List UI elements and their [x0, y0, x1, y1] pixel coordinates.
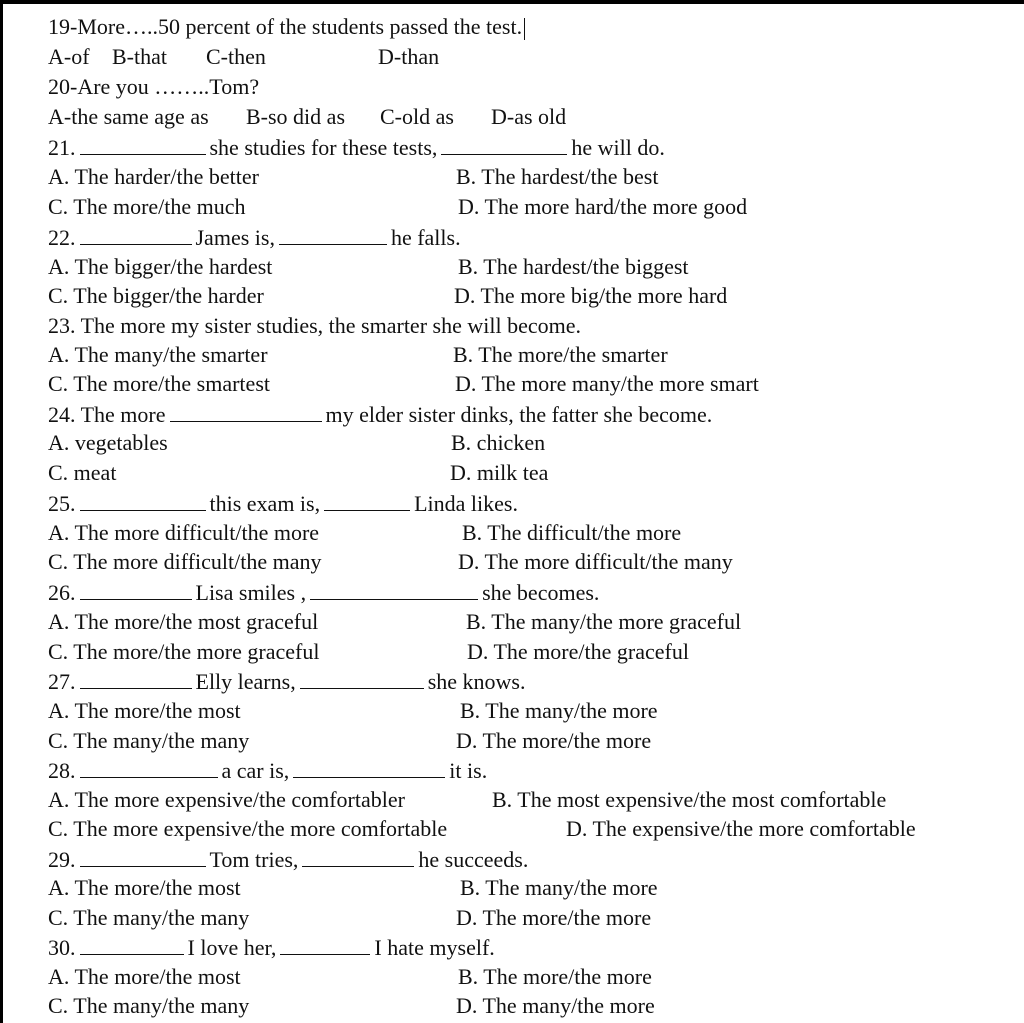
question-22-options-row2 [48, 281, 728, 311]
answer-blank [324, 488, 410, 511]
left-border [0, 0, 3, 1023]
question-text: she becomes. [482, 580, 600, 605]
question-text: he will do. [571, 135, 665, 160]
question-number: 30. [48, 935, 76, 960]
answer-blank [80, 488, 206, 511]
option-c: C-then [206, 44, 266, 69]
question-23 [48, 311, 581, 341]
answer-blank [80, 844, 206, 867]
option-a: A. The more expensive/the comfortabler [48, 787, 405, 812]
question-27 [48, 666, 525, 696]
question-21-options-row1 [48, 162, 659, 192]
question-21-options-row2 [48, 192, 748, 222]
option-a: A. The more/the most [48, 698, 241, 723]
option-a: A. The many/the smarter [48, 342, 268, 367]
option-b: B. The more/the more [458, 964, 652, 989]
answer-blank [300, 666, 424, 689]
question-text: this exam is, [209, 491, 321, 516]
option-d: D-as old [491, 104, 567, 129]
question-text: she studies for these tests, [209, 135, 438, 160]
question-number: 29. [48, 847, 76, 872]
option-a: A. The more/the most graceful [48, 609, 319, 634]
option-c: C. The many/the many [48, 993, 250, 1018]
question-25-options-row2 [48, 547, 733, 577]
option-b: B. chicken [451, 430, 546, 455]
question-20-options [48, 102, 567, 132]
option-b: B. The hardest/the biggest [458, 254, 689, 279]
option-a: A. The more difficult/the more [48, 520, 320, 545]
option-c: C. The many/the many [48, 905, 250, 930]
option-b: B. The many/the more graceful [466, 609, 742, 634]
option-b: B. The many/the more [460, 875, 658, 900]
question-29 [48, 844, 528, 874]
option-c: C. The more expensive/the more comfortable [48, 816, 448, 841]
question-24-options-row2 [48, 458, 549, 488]
option-d: D. milk tea [450, 460, 549, 485]
question-number: 24. The more [48, 402, 166, 427]
option-d: D. The more difficult/the many [458, 549, 733, 574]
option-d: D. The more/the more [456, 905, 652, 930]
option-c: C. The more/the smartest [48, 371, 270, 396]
question-25 [48, 488, 518, 518]
question-28-options-row1 [48, 785, 887, 815]
question-19-text: 19-More…..50 percent of the students passed the test. [48, 14, 523, 39]
option-d: D. The many/the more [456, 993, 655, 1018]
question-30 [48, 932, 495, 962]
option-c: C. The more difficult/the many [48, 549, 322, 574]
option-b: B. The more/the smarter [453, 342, 668, 367]
option-c: C. The more/the more graceful [48, 639, 320, 664]
text-cursor [524, 18, 525, 40]
question-number: 27. [48, 669, 76, 694]
question-text: Tom tries, [209, 847, 299, 872]
question-text: it is. [449, 758, 488, 783]
question-text: I love her, [187, 935, 277, 960]
option-d: D. The more/the more [456, 728, 652, 753]
option-d: D. The more big/the more hard [454, 283, 728, 308]
question-29-options-row2 [48, 903, 652, 933]
option-d: D. The more/the graceful [467, 639, 689, 664]
answer-blank [441, 132, 567, 155]
question-number: 21. [48, 135, 76, 160]
question-23-options-row1 [48, 340, 668, 370]
answer-blank [310, 577, 478, 600]
question-number: 28. [48, 758, 76, 783]
answer-blank [80, 132, 206, 155]
question-25-options-row1 [48, 518, 682, 548]
answer-blank [80, 577, 192, 600]
option-a: A. vegetables [48, 430, 168, 455]
question-28 [48, 755, 487, 785]
question-20-text: 20-Are you ……..Tom? [48, 74, 260, 99]
option-b: B. The hardest/the best [456, 164, 659, 189]
answer-blank [279, 222, 387, 245]
option-a: A-of [48, 44, 90, 69]
option-b: B. The most expensive/the most comfortable [492, 787, 887, 812]
question-27-options-row1 [48, 696, 658, 726]
question-30-options-row1 [48, 962, 652, 992]
option-c: C. meat [48, 460, 117, 485]
option-c: C. The bigger/the harder [48, 283, 264, 308]
answer-blank [80, 932, 184, 955]
option-a: A-the same age as [48, 104, 209, 129]
answer-blank [80, 755, 218, 778]
answer-blank [280, 932, 370, 955]
question-23-text: 23. The more my sister studies, the smarter she will become. [48, 313, 581, 338]
top-border [0, 0, 1024, 4]
question-text: Lisa smiles , [195, 580, 307, 605]
question-23-options-row2 [48, 369, 759, 399]
answer-blank [293, 755, 445, 778]
question-text: my elder sister dinks, the fatter she become. [325, 402, 713, 427]
option-b: B-that [112, 44, 167, 69]
option-b: B. The difficult/the more [462, 520, 682, 545]
question-text: James is, [195, 225, 275, 250]
answer-blank [80, 666, 192, 689]
option-c: C. The more/the much [48, 194, 246, 219]
answer-blank [302, 844, 414, 867]
option-d: D. The expensive/the more comfortable [566, 816, 916, 841]
question-30-options-row2 [48, 991, 655, 1021]
question-21 [48, 132, 665, 162]
question-27-options-row2 [48, 726, 652, 756]
question-text: Linda likes. [414, 491, 518, 516]
option-a: A. The more/the most [48, 964, 241, 989]
option-a: A. The more/the most [48, 875, 241, 900]
question-28-options-row2 [48, 814, 916, 844]
option-a: A. The harder/the better [48, 164, 259, 189]
question-24 [48, 399, 712, 429]
question-20 [48, 72, 259, 102]
question-29-options-row1 [48, 873, 658, 903]
answer-blank [170, 399, 322, 422]
question-26-options-row2 [48, 637, 689, 667]
question-19 [48, 12, 525, 42]
answer-blank [80, 222, 192, 245]
option-a: A. The bigger/the hardest [48, 254, 273, 279]
question-text: he falls. [390, 225, 461, 250]
option-c: C. The many/the many [48, 728, 250, 753]
question-number: 26. [48, 580, 76, 605]
option-d: D. The more many/the more smart [455, 371, 759, 396]
question-number: 25. [48, 491, 76, 516]
question-text: he succeeds. [418, 847, 529, 872]
question-22 [48, 222, 461, 252]
option-b: B. The many/the more [460, 698, 658, 723]
question-text: a car is, [221, 758, 290, 783]
question-26 [48, 577, 599, 607]
option-c: C-old as [380, 104, 454, 129]
option-d: D-than [378, 44, 440, 69]
question-text: she knows. [427, 669, 526, 694]
question-text: I hate myself. [374, 935, 495, 960]
option-d: D. The more hard/the more good [458, 194, 748, 219]
question-26-options-row1 [48, 607, 742, 637]
question-text: Elly learns, [195, 669, 296, 694]
option-b: B-so did as [246, 104, 345, 129]
question-19-options [48, 42, 440, 72]
question-24-options-row1 [48, 428, 546, 458]
question-22-options-row1 [48, 252, 689, 282]
question-number: 22. [48, 225, 76, 250]
